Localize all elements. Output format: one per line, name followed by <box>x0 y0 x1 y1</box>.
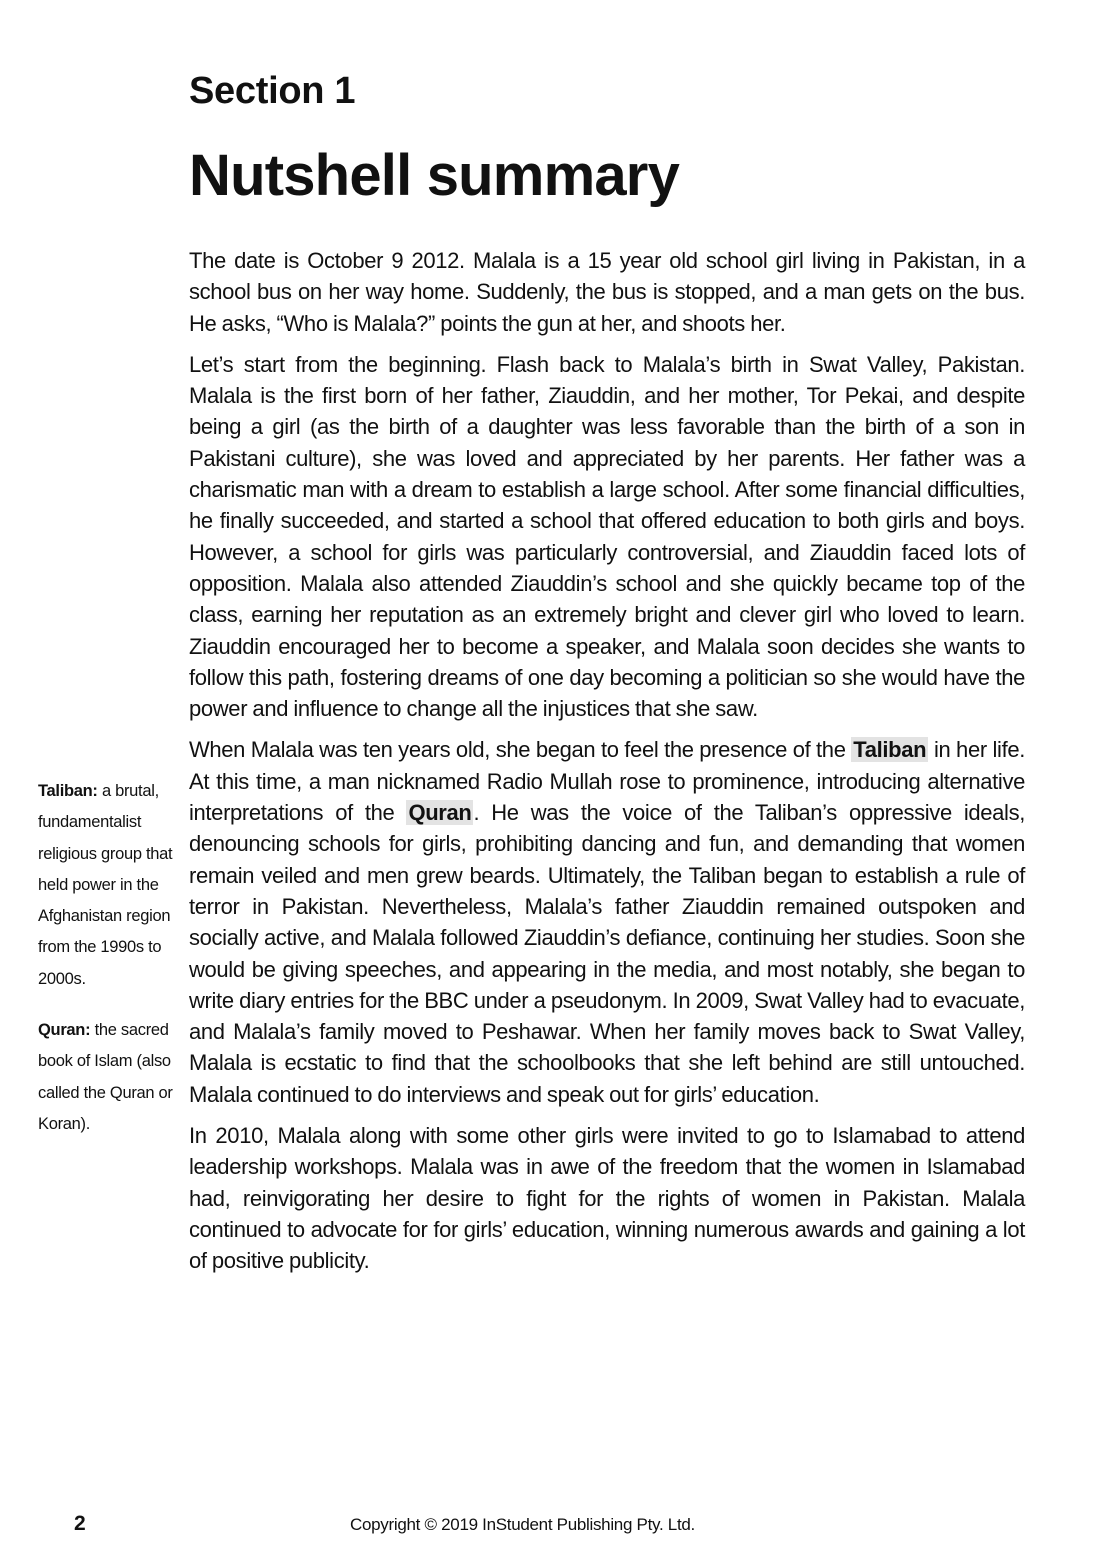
paragraph-3-text-a: When Malala was ten years old, she began to feel the presence of the <box>189 737 846 763</box>
page-title: Nutshell summary <box>189 143 680 208</box>
copyright-notice: Copyright © 2019 InStudent Publishing Pty. Ltd. <box>350 1515 695 1534</box>
glossary-entry-quran <box>38 1015 173 1140</box>
glossary-term-taliban: Taliban <box>853 737 927 763</box>
glossary-term-quran: Quran <box>408 800 472 826</box>
glossary-entry-taliban <box>38 776 173 995</box>
paragraph-3-text-b: in her life. At this time, a man nicknamed Radio Mullah rose to prominence, introducing alternative interpretations of the <box>189 737 1025 826</box>
glossary-sidebar <box>38 776 173 1160</box>
paragraph-1: The date is October 9 2012. Malala is a 15 year old school girl living in Pakistan, in a school bus on her way home. Suddenly, the bus is stopped, and a man gets on the bus. He asks, “Who is Malala?” points the gun at her, and shoots her. <box>189 248 1025 336</box>
page-number: 2 <box>74 1512 86 1535</box>
paragraph-2: Let’s start from the beginning. Flash back to Malala’s birth in Swat Valley, Pakistan. Malala is the first born of her father, Ziauddin, and her mother, Tor Pekai, and despite being a girl (as the birth of a daughter was less favorable than the birth of a son in Pakistani culture), she was loved and appreciated by her parents. Her father was a charismatic man with a dream to establish a large school. After some financial difficulties, he finally succeeded, and started a school that offered education to both girls and boys. However, a school for girls was particularly controversial, and Ziauddin faced lots of opposition. Malala also attended Ziauddin’s school and she quickly became top of the class, earning her reputation as an extremely bright and clever girl who loved to learn. Ziauddin encouraged her to become a speaker, and Malala soon decides she wants to follow this path, fostering dreams of one day becoming a politician so she would have the power and influence to change all the injustices that she saw. <box>189 351 1025 722</box>
glossary-entry-term: Quran: <box>38 1021 91 1040</box>
glossary-entry-term: Taliban: <box>38 782 98 800</box>
glossary-entry-definition: the sacred book of Islam (also called the Quran or Koran). <box>38 1021 173 1133</box>
paragraph-3 <box>189 734 1025 1110</box>
paragraph-4: In 2010, Malala along with some other girls were invited to go to Islamabad to attend leadership workshops. Malala was in awe of the freedom that the women in Islamabad had, reinvigorating her desire to fight for the rights of women in Pakistan. Malala continued to advocate for for girls’ education, winning numerous awards and gaining a lot of positive publicity. <box>189 1123 1025 1274</box>
paragraph-3-text-c: . He was the voice of the Taliban’s oppressive ideals, denouncing schools for girls, prohibiting dancing and fun, and demanding that women remain veiled and men grew beards. Ultimately, the Taliban began to establish a rule of terror in Pakistan. Nevertheless, Malala’s father Ziauddin remained outspoken and socially active, and Malala followed Ziauddin’s defiance, continuing her studies. Soon she would be giving speeches, and appearing in the media, and most notably, she began to write diary entries for the BBC under a pseudonym. In 2009, Swat Valley had to evacuate, and Malala’s family moved to Peshawar. When her family moves back to Swat Valley, Malala is ecstatic to find that the schoolbooks that she left behind are still untouched. Malala continued to do interviews and speak out for girls’ education. <box>189 800 1025 1107</box>
glossary-entry-definition: a brutal, fundamentalist religious group that held power in the Afghanistan region from the 1990s to 2000s. <box>38 782 173 988</box>
section-label: Section 1 <box>189 70 356 112</box>
summary-body <box>189 245 1025 1287</box>
